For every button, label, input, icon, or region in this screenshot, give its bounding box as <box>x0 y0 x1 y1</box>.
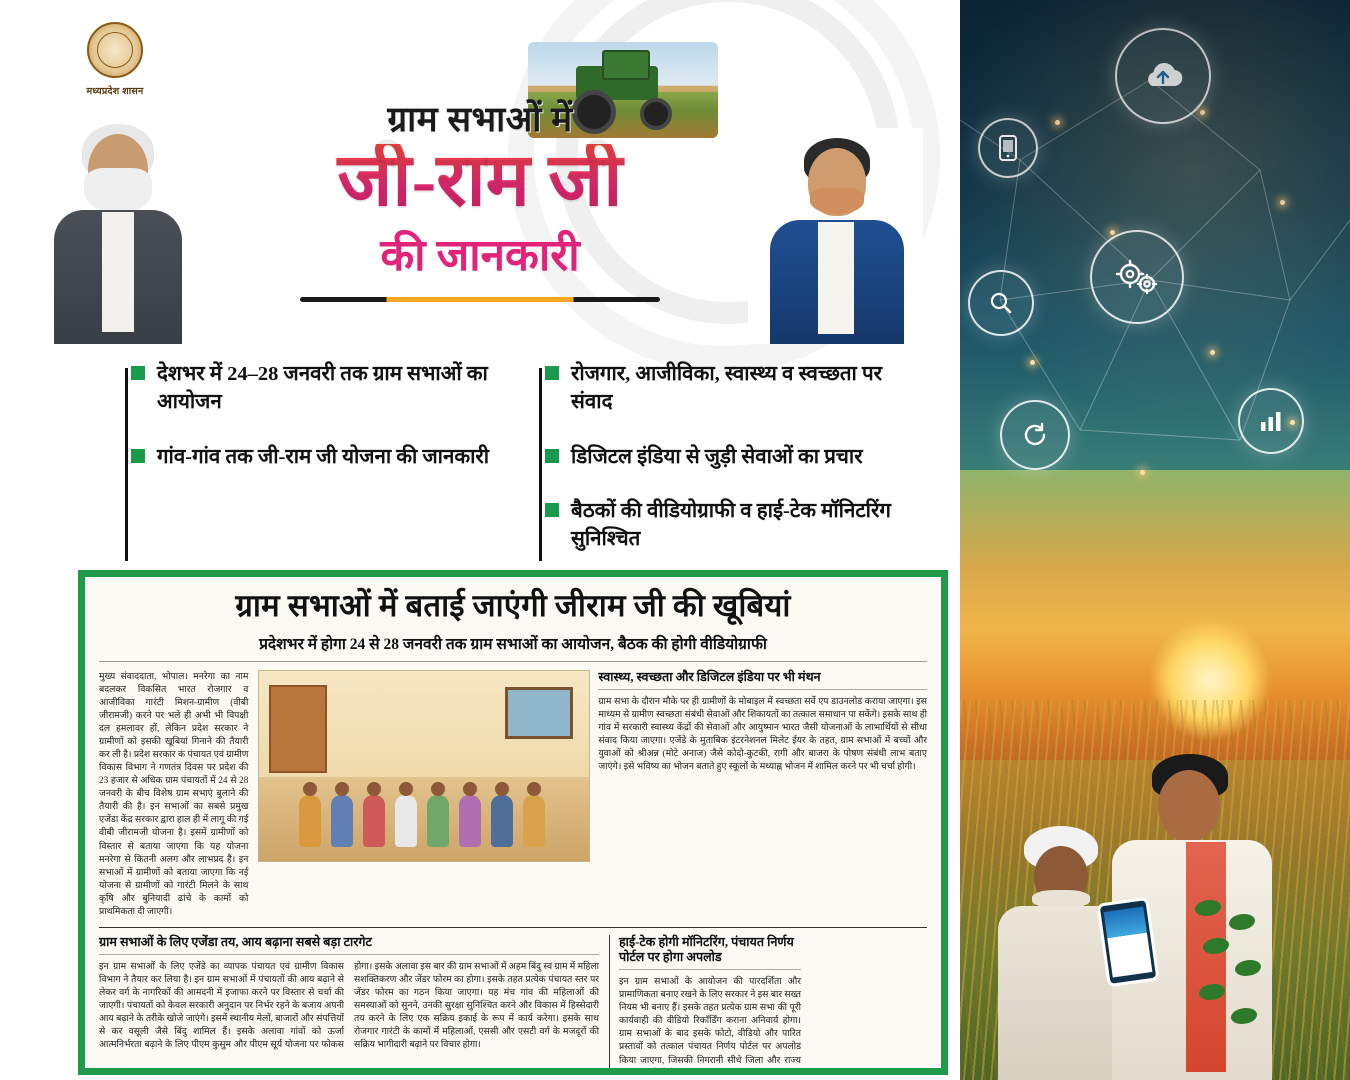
photo-person <box>395 795 417 847</box>
digital-network-overlay <box>960 0 1350 560</box>
photo-person <box>331 795 353 847</box>
crop-plant <box>1185 880 1275 1080</box>
photo-window <box>505 687 573 739</box>
plant-leaf <box>1195 900 1221 916</box>
list-item <box>545 497 925 554</box>
chief-minister-portrait <box>748 128 923 344</box>
sync-refresh-icon <box>1000 400 1070 470</box>
clipping-lower-body <box>99 927 927 1075</box>
bullet-square-icon <box>545 449 559 463</box>
clipping-column-3-heading: स्वास्थ्य, स्वच्छता और डिजिटल इंडिया पर भी मंथन <box>598 670 927 690</box>
network-node <box>1140 470 1145 475</box>
list-item <box>131 443 511 471</box>
clipping-agenda-text: इन ग्राम सभाओं के लिए एजेंडे का व्यापक पंचायत एवं ग्रामीण विकास विभाग ने तैयार कर लिया है। इन ग्राम सभाओं में पंचायतों की आय बढ़ाने से लेकर वर्ग के नागरिकों की आमदनी में इजाफा करने पर विस्तार से चर्चा की जाएगी। पंचायतों को केवल सरकारी अनुदान पर निर्भर रहने के बजाय अपनी आय बढ़ाने के तरीके खोजे जाएंगे। इसमें स्थानीय मेलों, बाजारों और संपत्तियों से कर वसूली जैसे बिंदु शामिल हैं। इसके अलावा गांवों को ऊर्जा आत्मनिर्भरता बढ़ाने के लिए पीएम कुसुम और पीएम सूर्य योजना पर फोकस होगा। इसके अलावा इस बार की ग्राम सभाओं में अहम बिंदु स्व ग्राम में महिला सशक्तिकरण और जेंडर फोरम का होगा। इसके तहत प्रत्येक पंचायत स्तर पर जेंडर फोरम का गठन किया जाएगा। यह मंच गांव की महिलाओं की समस्याओं को सुनने, उनकी सुरक्षा सुनिश्चित करने और विकास में हिस्सेदारी तय करने के लिए एक सक्रिय इकाई के रूप में कार्य करेगा। इसके साथ रोजगार गारंटी के कामों में महिलाओं, एससी और एसटी वर्ग के मजदूरों की सक्रिय भागीदारी बढ़ाने पर विचार होगा। <box>99 961 599 1050</box>
mp-government-emblem-icon <box>87 22 143 78</box>
gears-icon <box>1090 230 1184 324</box>
list-item <box>131 360 511 417</box>
key-points-section <box>125 360 925 579</box>
clipping-column-3 <box>598 670 927 918</box>
cloud-upload-icon <box>1115 28 1211 124</box>
network-node <box>1280 200 1285 205</box>
clipping-monitoring-text: इन ग्राम सभाओं के आयोजन की पारदर्शिता और प्रामाणिकता बनाए रखने के लिए सरकार ने इस बार सख्त नियम भी बनाए हैं। इसके तहत प्रत्येक ग्राम सभा की पूरी कार्यवाही की वीडियो रिकॉर्डिंग कराना अनिवार्य होगा। ग्राम सभाओं के बाद इसके फोटो, वीडियो और पारित प्रस्तावों को तत्काल पंचायत निर्णय पोर्टल पर अपलोड किया जाएगा, जिसकी निगरानी सीधे जिला और राज्य मुख्यालय से होगी। <box>619 976 801 1075</box>
list-item <box>545 443 925 471</box>
bar-chart-icon <box>1238 388 1304 454</box>
clipping-column-3-text: ग्राम सभा के दौरान मौके पर ही ग्रामीणों के मोबाइल में स्वच्छता सर्वे एप डाउनलोड कराया जाएगा। इस माध्यम से ग्रामीण स्वच्छता संबंधी सेवाओं और शिकायतों का तत्काल समाधान पा सकेंगे। इसके साथ ही गांव में सरकारी स्वास्थ्य केंद्रों की सेवाओं और आयुष्मान भारत जैसी योजनाओं के लाभार्थियों से सीधा संवाद किया जाएगा। एजेंडे के मुताबिक इंटरनेशनल मिलेट ईयर के तहत, ग्राम सभाओं में बच्चों और युवाओं को श्रीअन्न (मोटे अनाज) जैसे कोदो-कुटकी, रागी और बाजरा के पोषण संबंधी लाभ बताए जाएंगे। इसे भविष्य का भोजन बताते हुए स्कूलों के मध्याह्न भोजन में शामिल करने पर भी चर्चा होगी। <box>598 695 927 772</box>
plant-leaf <box>1235 960 1261 976</box>
cm-kurta <box>818 222 854 334</box>
cm-chin <box>810 188 864 214</box>
headline-divider <box>300 297 660 302</box>
bullet-text: देशभर में 24–28 जनवरी तक ग्राम सभाओं का आयोजन <box>157 363 488 414</box>
headline-line-3: की जानकारी <box>380 231 580 281</box>
bullet-text: डिजिटल इंडिया से जुड़ी सेवाओं का प्रचार <box>571 445 863 468</box>
photo-person <box>363 795 385 847</box>
clipping-upper-body <box>99 670 927 918</box>
search-icon <box>968 270 1034 336</box>
network-node <box>1055 120 1060 125</box>
poster-headline <box>210 95 750 302</box>
plant-leaf <box>1231 1008 1257 1024</box>
bullet-square-icon <box>545 503 559 517</box>
government-emblem <box>55 22 175 97</box>
clipping-monitoring-heading: हाई-टेक होगी मॉनिटरिंग, पंचायत निर्णय पोर्टल पर होगा अपलोड <box>619 935 801 970</box>
plant-leaf <box>1203 938 1229 954</box>
mobile-device-icon <box>978 118 1038 178</box>
phone-screen <box>1104 907 1153 978</box>
clipping-headline: ग्राम सभाओं में बताई जाएंगी जीराम जी की खूबियां <box>235 588 791 623</box>
headline-line-2: जी-राम जी <box>210 144 750 219</box>
key-points-left-column <box>125 360 511 579</box>
key-points-right-column <box>539 360 925 579</box>
clipping-photo-column <box>258 670 588 918</box>
bullet-square-icon <box>545 366 559 380</box>
bullet-square-icon <box>131 366 145 380</box>
photo-person <box>427 795 449 847</box>
clipping-agenda-block <box>99 935 599 1075</box>
clipping-monitoring-block <box>609 935 801 1075</box>
list-item <box>545 360 925 417</box>
bullet-text: रोजगार, आजीविका, स्वास्थ्य व स्वच्छता पर संवाद <box>571 363 883 414</box>
pm-kurta <box>102 212 134 332</box>
pm-beard <box>84 168 152 214</box>
network-node <box>1200 110 1205 115</box>
photo-person <box>459 795 481 847</box>
photo-door <box>269 685 327 773</box>
tractor-cabin <box>602 50 650 80</box>
clipping-subheadline: प्रदेशभर में होगा 24 से 28 जनवरी तक ग्राम सभाओं का आयोजन, बैठक की होगी वीडियोग्राफी <box>99 632 927 662</box>
photo-person <box>299 795 321 847</box>
clipping-agenda-heading: ग्राम सभाओं के लिए एजेंडा तय, आय बढ़ाना सबसे बड़ा टारगेट <box>99 935 599 955</box>
photo-person <box>523 795 545 847</box>
network-node <box>1030 360 1035 365</box>
photo-person <box>491 795 513 847</box>
gram-sabha-meeting-photo <box>258 670 590 862</box>
farmer-face <box>1158 770 1220 842</box>
plant-leaf <box>1229 914 1255 930</box>
newspaper-clipping <box>78 570 948 1075</box>
network-node <box>1110 230 1115 235</box>
farmer-young <box>1090 750 1300 1080</box>
headline-line-1: ग्राम सभाओं में <box>387 100 573 139</box>
network-node <box>1210 350 1215 355</box>
poster-right-panel <box>960 0 1350 1080</box>
prime-minister-portrait <box>38 112 198 344</box>
clipping-column-1: मुख्य संवाददाता, भोपाल। मनरेगा का नाम बदलकर विकसित भारत रोजगार व आजीविका गारंटी मिशन-ग्रामीण (वीबी जीरामजी) करने पर भले ही अभी भी विपक्षी दल हमलावर हों, लेकिन प्रदेश सरकार ने ग्रामीणों को इसकी खूबियां गिनाने की तैयारी कर ली है। प्रदेश सरकार कं पंचायत एवं ग्रामीण विकास विभाग ने गणतंत्र दिवस पर प्रदेश की 23 हजार से अधिक ग्राम पंचायतों में 24 से 28 जनवरी के बीच विशेष ग्राम सभाएं बुलाने की तैयारी की है। इन सभाओं का सबसे प्रमुख एजेंडा केंद्र सरकार द्वारा हाल ही में लागू की गई वीबी जीरामजी योजना है। इसमें ग्रामीणों को विस्तार से बताया जाएगा कि यह योजना मनरेगा से कितनी अलग और लाभप्रद है। इन सभाओं में ग्रामीणों को बताया जाएगा कि नई योजना से ग्रामीणों को गारंटी मिलने के साथ कृषि और बुनियादी ढांचे के कामों को प्राथमिकता दी जाएगी। <box>99 670 249 916</box>
emblem-caption: मध्यप्रदेश शासन <box>86 86 144 97</box>
bullet-text: बैठकों की वीडियोग्राफी व हाई-टेक मॉनिटरिंग सुनिश्चित <box>571 499 891 551</box>
bullet-text: गांव-गांव तक जी-राम जी योजना की जानकारी <box>157 445 490 468</box>
plant-leaf <box>1199 984 1225 1000</box>
bullet-square-icon <box>131 449 145 463</box>
